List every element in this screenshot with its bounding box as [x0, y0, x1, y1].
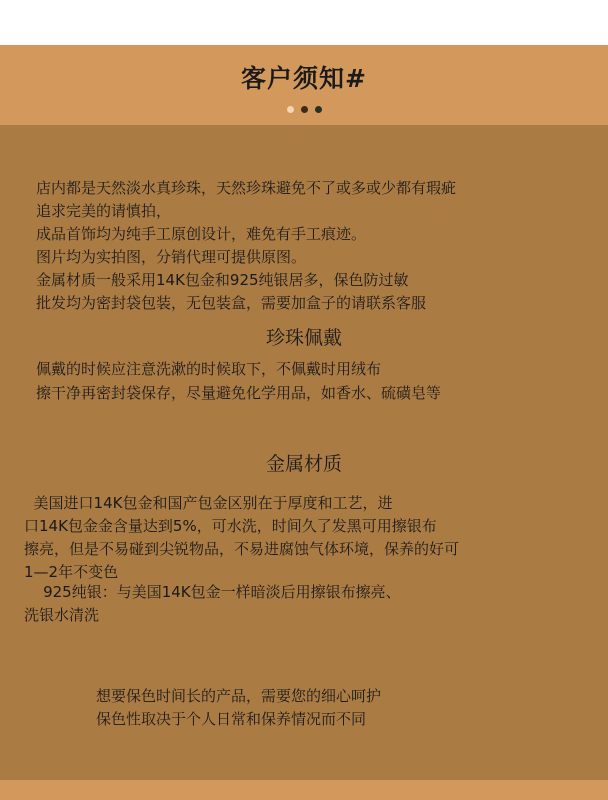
- notice-line: 金属材质一般采用14K包金和925纯银居多，保色防过敏: [36, 271, 409, 289]
- footer-banner: [0, 780, 608, 800]
- section-heading-metal-material: 金属材质: [265, 453, 342, 475]
- care-tip-line: 想要保色时间长的产品，需要您的细心呵护: [96, 687, 382, 705]
- metal-material-line: 口14K包金金含量达到5%，可水洗，时间久了发黑可用擦银布: [24, 517, 437, 535]
- notice-line: 追求完美的请慎拍，: [36, 202, 172, 220]
- notice-line: 图片均为实拍图，分销代理可提供原图。: [36, 248, 307, 266]
- metal-material-line: 美国进口14K包金和国产包金区别在于厚度和工艺，进: [24, 494, 393, 512]
- pearl-wearing-line: 擦干净再密封袋保存，尽量避免化学用品，如香水、硫磺皂等: [36, 384, 442, 402]
- dot-icon: [315, 106, 322, 113]
- dot-icon: [287, 106, 294, 113]
- pearl-wearing-line: 佩戴的时候应注意洗漱的时候取下，不佩戴时用绒布: [36, 360, 382, 378]
- dot-icon: [301, 106, 308, 113]
- metal-material-line: 1—2年不变色: [24, 563, 119, 581]
- notice-line: 店内都是天然淡水真珍珠，天然珍珠避免不了或多或少都有瑕疵: [36, 179, 457, 197]
- header-banner: [0, 45, 608, 125]
- metal-material-line: 洗银水清洗: [24, 606, 100, 624]
- section-heading-pearl-wearing: 珍珠佩戴: [265, 327, 342, 349]
- care-tip-line: 保色性取决于个人日常和保养情况而不同: [96, 710, 367, 728]
- page-title: 客户须知#: [241, 64, 367, 93]
- metal-material-line: 925纯银：与美国14K包金一样暗淡后用擦银布擦亮、: [24, 583, 401, 601]
- notice-line: 批发均为密封袋包装，无包装盒，需要加盒子的请联系客服: [36, 294, 427, 312]
- notice-line: 成品首饰均为纯手工原创设计，难免有手工痕迹。: [36, 225, 367, 243]
- metal-material-line: 擦亮，但是不易碰到尖锐物品，不易进腐蚀气体环境，保养的好可: [24, 540, 460, 558]
